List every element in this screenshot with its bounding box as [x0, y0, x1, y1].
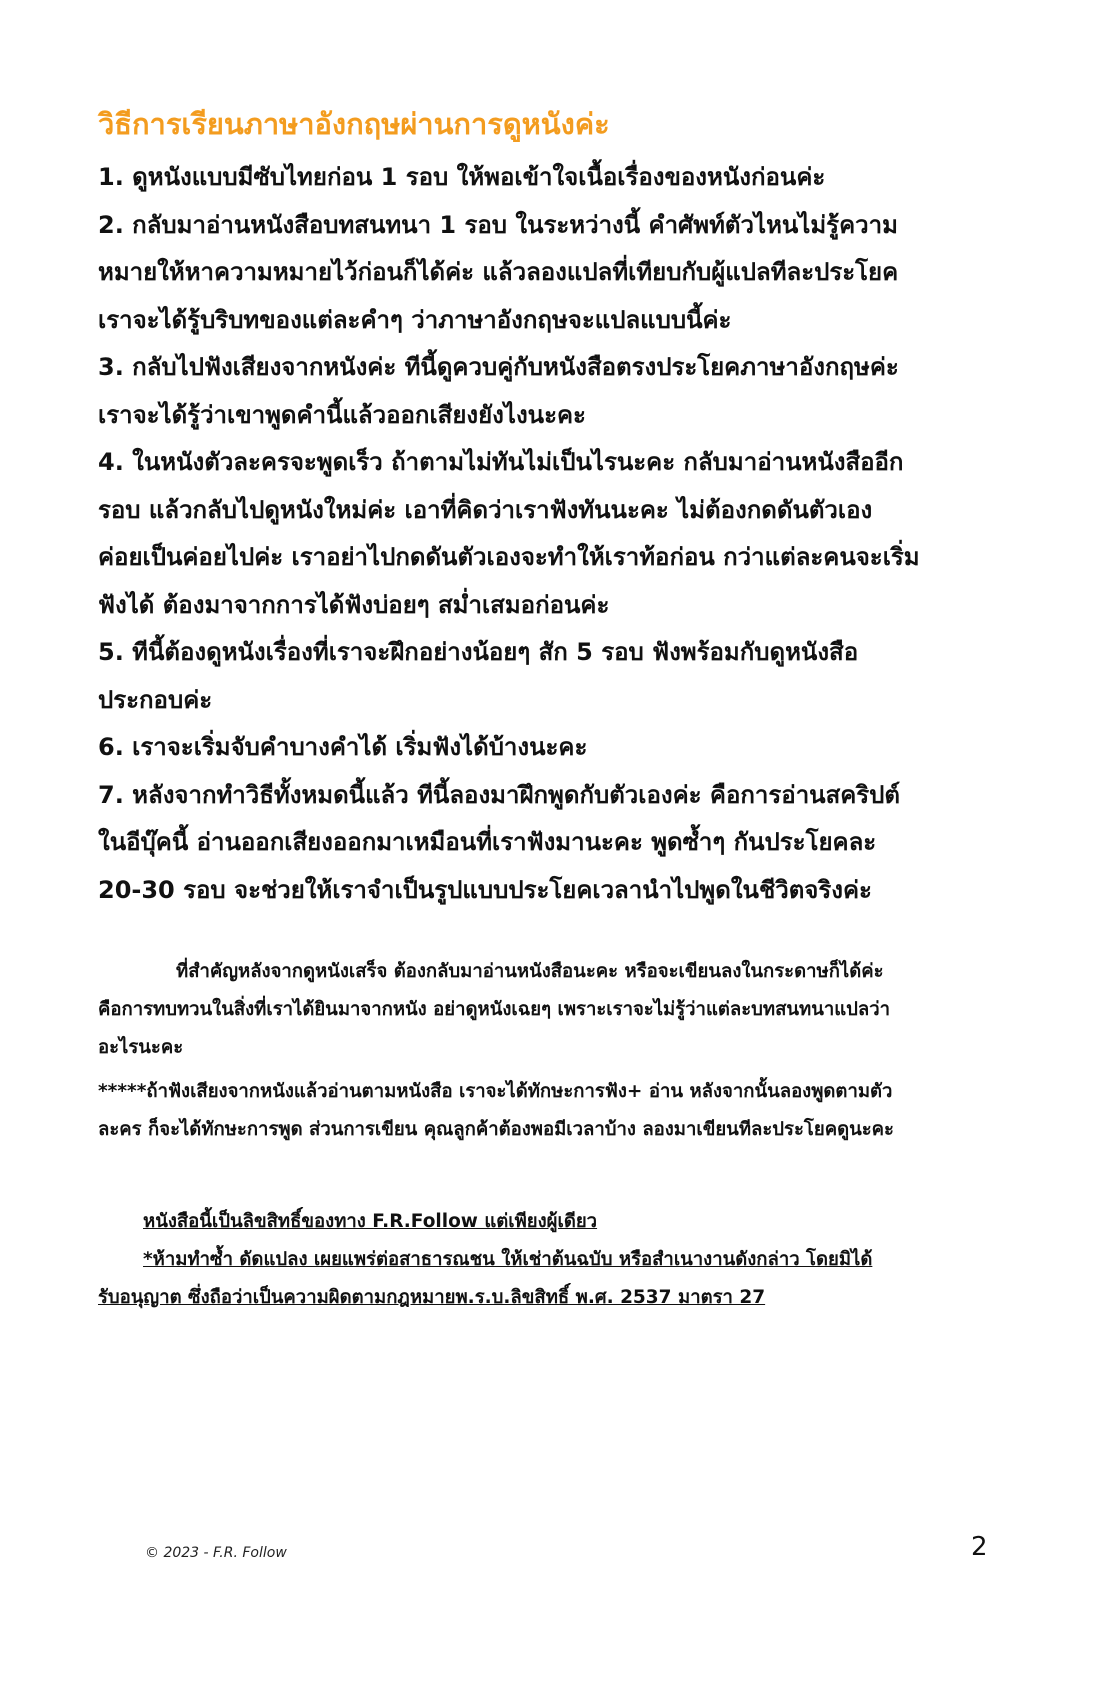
- step-line: 20-30 รอบ จะช่วยให้เราจำเป็นรูปแบบประโยคเวลานำไปพูดในชีวิตจริงค่ะ: [98, 875, 872, 904]
- step-item: [98, 344, 1058, 439]
- step-item: [98, 772, 1058, 915]
- page-title: วิธีการเรียนภาษาอังกฤษผ่านการดูหนังค่ะ: [98, 107, 610, 141]
- copyright-line: หนังสือนี้เป็นลิขสิทธิ์ของทาง F.R.Follow แต่เพียงผู้เดียว: [143, 1211, 598, 1232]
- step-item: [98, 629, 1058, 724]
- note-line: ที่สำคัญหลังจากดูหนังเสร็จ ต้องกลับมาอ่านหนังสือนะคะ หรือจะเขียนลงในกระดาษก็ได้ค่ะ: [176, 961, 884, 982]
- page-number: 2: [971, 1532, 988, 1562]
- step-line: ฟังได้ ต้องมาจากการได้ฟังบ่อยๆ สม่ำเสมอก่อนค่ะ: [98, 590, 610, 619]
- step-line: ในอีบุ๊คนี้ อ่านออกเสียงออกมาเหมือนที่เราฟังมานะคะ พูดซ้ำๆ กันประโยคละ: [98, 828, 877, 856]
- note-line: *****ถ้าฟังเสียงจากหนังแล้วอ่านตามหนังสือ เราจะได้ทักษะการฟัง+ อ่าน หลังจากนั้นลองพูดตามตัว: [98, 1081, 893, 1102]
- step-line: 4. ในหนังตัวละครจะพูดเร็ว ถ้าตามไม่ทันไม่เป็นไรนะคะ กลับมาอ่านหนังสืออีก: [98, 448, 904, 476]
- copyright-notice: [98, 1203, 1038, 1317]
- step-line: 7. หลังจากทำวิธีทั้งหมดนี้แล้ว ทีนี้ลองมาฝึกพูดกับตัวเองค่ะ คือการอ่านสคริปต์: [98, 780, 900, 809]
- step-line: เราจะได้รู้ว่าเขาพูดคำนี้แล้วออกเสียงยังไงนะคะ: [98, 400, 586, 429]
- step-line: 2. กลับมาอ่านหนังสือบทสนทนา 1 รอบ ในระหว่างนี้ คำศัพท์ตัวไหนไม่รู้ความ: [98, 210, 898, 239]
- step-line: หมายให้หาความหมายไว้ก่อนก็ได้ค่ะ แล้วลองแปลที่เทียบกับผู้แปลทีละประโยค: [98, 258, 899, 286]
- step-line: 1. ดูหนังแบบมีซับไทยก่อน 1 รอบ ให้พอเข้าใจเนื้อเรื่องของหนังก่อนค่ะ: [98, 163, 826, 191]
- footer-copyright: © 2023 - F.R. Follow: [145, 1545, 287, 1561]
- important-note: [98, 953, 1038, 1067]
- step-line: รอบ แล้วกลับไปดูหนังใหม่ค่ะ เอาที่คิดว่าเราฟังทันนะคะ ไม่ต้องกดดันตัวเอง: [98, 495, 873, 524]
- skills-note: [98, 1073, 1038, 1149]
- note-line: คือการทบทวนในสิ่งที่เราได้ยินมาจากหนัง อย่าดูหนังเฉยๆ เพราะเราจะไม่รู้ว่าแต่ละบทสนทนาแปลว่า: [98, 999, 891, 1020]
- step-line: 6. เราจะเริ่มจับคำบางคำได้ เริ่มฟังได้บ้างนะคะ: [98, 733, 588, 761]
- step-line: 5. ทีนี้ต้องดูหนังเรื่องที่เราจะฝึกอย่างน้อยๆ สัก 5 รอบ ฟังพร้อมกับดูหนังสือ: [98, 638, 859, 666]
- step-item: [98, 724, 1058, 772]
- step-item: [98, 439, 1058, 629]
- note-line: ละคร ก็จะได้ทักษะการพูด ส่วนการเขียน คุณลูกค้าต้องพอมีเวลาบ้าง ลองมาเขียนทีละประโยคดูนะคะ: [98, 1119, 894, 1140]
- step-line: เราจะได้รู้บริบทของแต่ละคำๆ ว่าภาษาอังกฤษจะแปลแบบนี้ค่ะ: [98, 305, 732, 334]
- step-item: [98, 202, 1058, 345]
- copyright-line: *ห้ามทำซ้ำ ดัดแปลง เผยแพร่ต่อสาธารณชน ให้เช่าต้นฉบับ หรือสำเนางานดังกล่าว โดยมิได้: [143, 1249, 873, 1270]
- step-line: ค่อยเป็นค่อยไปค่ะ เราอย่าไปกดดันตัวเองจะทำให้เราท้อก่อน กว่าแต่ละคนจะเริ่ม: [98, 543, 920, 571]
- copyright-line: รับอนุญาต ซึ่งถือว่าเป็นความผิดตามกฎหมายพ.ร.บ.ลิขสิทธิ์ พ.ศ. 2537 มาตรา 27: [98, 1287, 766, 1308]
- step-line: 3. กลับไปฟังเสียงจากหนังค่ะ ทีนี้ดูควบคู่กับหนังสือตรงประโยคภาษาอังกฤษค่ะ: [98, 353, 899, 381]
- note-line: อะไรนะคะ: [98, 1037, 184, 1058]
- step-item: [98, 154, 1058, 202]
- step-line: ประกอบค่ะ: [98, 685, 213, 714]
- steps-list: [98, 154, 1058, 914]
